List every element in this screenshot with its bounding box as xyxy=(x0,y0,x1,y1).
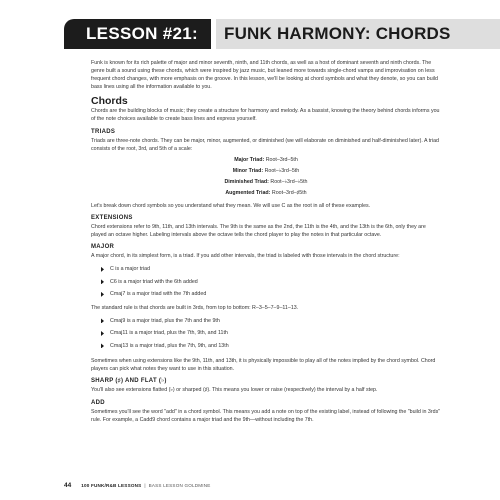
extensions-heading: EXTENSIONS xyxy=(91,214,133,221)
bullet-text: Cmaj7 is a major triad with the 7th added xyxy=(110,291,207,298)
list-item xyxy=(91,288,441,301)
list-item xyxy=(91,276,441,289)
triad-name: Major Triad: xyxy=(234,156,265,163)
triad-row xyxy=(91,166,441,177)
major-bullet-list xyxy=(91,263,441,301)
triads-heading: TRIADS xyxy=(91,128,116,135)
list-item xyxy=(91,315,441,328)
triad-name: Diminished Triad: xyxy=(224,178,269,185)
bullet-text: C is a major triad xyxy=(110,266,151,273)
lesson-label: LESSON #21: xyxy=(64,19,211,49)
bullet-text: Cmaj13 is a major triad, plus the 7th, 9th, and 13th xyxy=(110,342,229,349)
triad-name: Minor Triad: xyxy=(232,167,264,174)
lesson-title: FUNK HARMONY: CHORDS xyxy=(216,19,500,49)
triad-value: Root–♭3rd–5th xyxy=(264,167,300,174)
page-number: 44 xyxy=(64,482,72,489)
extensions-note-paragraph: Sometimes when using extensions like the 9th, 11th, and 13th, it is physically impossible to play all of the notes implied by the chord symbol. Chord players can pick what notes they want to use in this situation. xyxy=(91,358,436,373)
triad-row xyxy=(91,188,441,199)
extended-bullet-list xyxy=(91,315,441,353)
sharp-flat-heading: SHARP (♯) AND FLAT (♭) xyxy=(91,378,167,385)
list-item xyxy=(91,340,441,353)
triad-value: Root–3rd–♯5th xyxy=(271,189,307,196)
triads-after-paragraph: Let's break down chord symbols so you understand what they mean. We will use C as the root in all of these examples. xyxy=(91,202,371,209)
book-title: 100 FUNK/R&B LESSONS xyxy=(81,483,142,488)
page-content xyxy=(91,59,441,424)
triangle-bullet-icon xyxy=(101,267,104,272)
triangle-bullet-icon xyxy=(101,279,104,284)
add-paragraph: Sometimes you'll see the word "add" in a chord symbol. This means you add a note on top of the existing label, instead of following the "build in 3rds" rule. For example, a Cadd9 chord contains a major triad and the 9th—without including the 7th. xyxy=(91,408,441,423)
bullet-text: Cmaj11 is a major triad, plus the 7th, 9th, and 11th xyxy=(110,330,228,337)
triangle-bullet-icon xyxy=(101,318,104,323)
chords-heading: Chords xyxy=(91,95,128,108)
major-paragraph: A major chord, in its simplest form, is a triad. If you add other intervals, the triad is labeled with those intervals in the chord structure: xyxy=(91,253,400,260)
page-footer xyxy=(64,482,211,489)
major-heading: MAJOR xyxy=(91,244,115,251)
add-heading: ADD xyxy=(91,399,105,406)
build-rule-paragraph: The standard rule is that chords are built in 3rds, from top to bottom: R–3–5–7–9–11–13. xyxy=(91,304,299,311)
intro-paragraph: Funk is known for its rich palette of major and minor seventh, ninth, and 11th chords, as well as a host of dominant seventh and ninth chords. The genre built a sound using these chords, which were inspired by jazz music, but leaned more towards single-chord vamps and improvisation on less frequent chord changes, with more emphasis on the groove. In this lesson, we'll be looking at chord symbols and what they denote, so you can build bass lines using all the information available to you. xyxy=(91,60,438,91)
book-subtitle: BASS LESSON GOLDMINE xyxy=(148,483,211,488)
triads-paragraph: Triads are three-note chords. They can be major, minor, augmented, or diminished (we will elaborate on diminished and half-diminished later). A triad consists of the root, 3rd, and 5th of a scale: xyxy=(91,137,440,152)
bullet-text: C6 is a major triad with the 6th added xyxy=(110,278,198,285)
extensions-paragraph: Chord extensions refer to 9th, 11th, and 13th intervals. The 9th is the same as the 2nd, the 11th is the 4th, and the 13th is the 6th, only they are played an octave higher. Labeling intervals above the octave tells the chord player to play the notes in that particular octave. xyxy=(91,223,426,238)
triad-value: Root–♭3rd–♭5th xyxy=(270,178,308,185)
triangle-bullet-icon xyxy=(101,343,104,348)
lesson-banner xyxy=(64,19,500,49)
triad-list xyxy=(91,155,441,199)
bullet-text: Cmaj9 is a major triad, plus the 7th and the 9th xyxy=(110,317,220,324)
chords-paragraph: Chords are the building blocks of music; they create a structure for harmony and melody. As a bassist, knowing the theory behind chords informs you of the note choices available to create bass lines and express yourself. xyxy=(91,108,440,123)
list-item xyxy=(91,263,441,276)
triangle-bullet-icon xyxy=(101,331,104,336)
triad-value: Root–3rd–5th xyxy=(265,156,298,163)
footer-separator: | xyxy=(144,483,146,488)
triad-row xyxy=(91,177,441,188)
triad-name: Augmented Triad: xyxy=(225,189,271,196)
list-item xyxy=(91,327,441,340)
triangle-bullet-icon xyxy=(101,292,104,297)
triad-row xyxy=(91,155,441,166)
sharp-flat-paragraph: You'll also see extensions flatted (♭) or sharped (♯). This means you lower or raise (respectively) the interval by a half step. xyxy=(91,387,378,394)
